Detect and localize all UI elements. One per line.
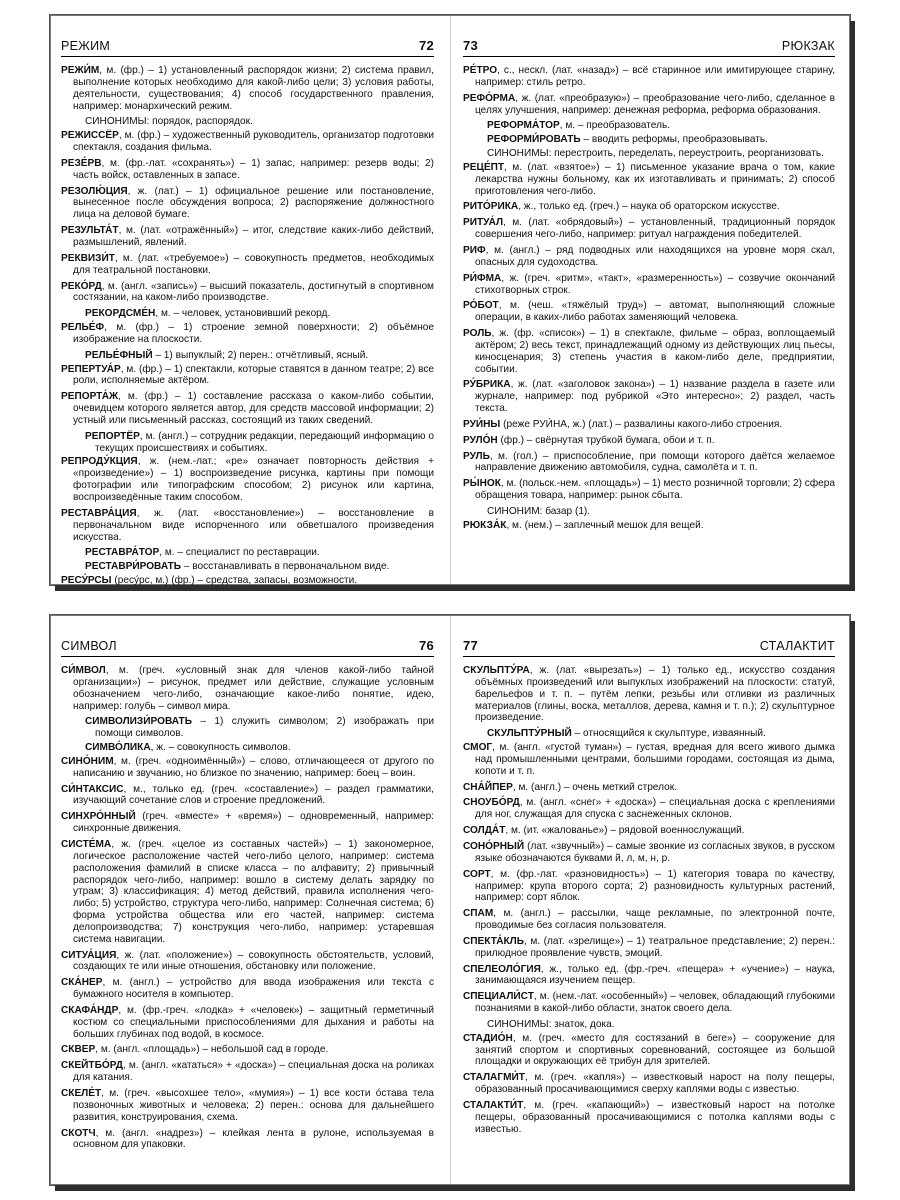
dictionary-entry (61, 1128, 434, 1152)
definition: , м. (нем.-лат. «особенный») – человек, обладающий глубокими познаниями в какой-либо области, знаток своего дела. (475, 991, 835, 1015)
definition: , м. (гол.) – приспособление, при помощи которого даётся желаемое направление движению автомобиля, судна, самолёта и т. п. (475, 450, 835, 474)
definition: , м. (фр.-лат. «сохранять») – 1) запас, например: резерв воды; 2) часть войск, оставленных в запасе. (73, 157, 434, 181)
dictionary-entry (463, 665, 835, 724)
dictionary-entry (463, 1100, 835, 1136)
page-number: 76 (418, 638, 434, 653)
headword: СИМВО́ЛИКА (85, 742, 151, 754)
headword: СТАЛАГМИ́Т (463, 1072, 525, 1084)
dictionary-entry (463, 841, 835, 865)
headword: СИСТЕ́МА (61, 838, 112, 850)
headword: РЕЛЬЕ́ФНЫЙ (85, 349, 153, 361)
headword: СНОУБО́РД (463, 797, 520, 809)
synonyms-line (61, 116, 434, 128)
headword: РЕСТАВРИ́РОВАТЬ (85, 561, 182, 573)
dictionary-entry (463, 65, 835, 89)
definition: , с., нескл. (лат. «назад») – всё старинное или имитирующее старину, например: стиль ретро. (475, 65, 835, 88)
headword: РЕЦЕ́ПТ (463, 161, 504, 173)
dictionary-entry (61, 811, 434, 835)
dictionary-spread-top (50, 15, 850, 585)
sub-entry (61, 308, 434, 320)
definition: СИНОНИМЫ: перестроить, переделать, переустроить, реорганизовать. (487, 148, 824, 160)
definition: , м. (ит. «жалованье») – рядовой военнослужащий. (505, 825, 745, 837)
dictionary-entry (463, 936, 835, 960)
dictionary-entry (463, 964, 835, 988)
dictionary-entry (463, 478, 835, 502)
headword: РЕЖИССЁР (61, 130, 119, 142)
headword: СМОГ (463, 742, 493, 754)
definition: , м. (греч. «одноимённый») – слово, отличающееся от другого по написанию и звучанию, но близкое по значению, например: боец – воин. (73, 755, 434, 779)
headword: РУ́БРИКА (463, 379, 511, 391)
dictionary-entry (61, 575, 434, 587)
definition: , м. (фр.-лат. «разновидность») – 1) категория товара по качеству, например: крупа второго сорта; 2) разновидность культурных растений, например: сорт яблок. (475, 868, 835, 904)
definition: , ж., только ед. (греч.) – наука об ораторском искусстве. (518, 201, 780, 213)
dictionary-entry (61, 130, 434, 154)
headword: РЕЗЕ́РВ (61, 157, 102, 169)
dictionary-entry (61, 784, 434, 808)
dictionary-entry (463, 201, 835, 213)
header-word: РЕЖИМ (61, 39, 111, 53)
dictionary-entry (61, 665, 434, 712)
definition: СИНОНИМ: базар (1). (487, 506, 591, 517)
dictionary-entry (463, 162, 835, 198)
headword: СКЕЛЕ́Т (61, 1088, 102, 1099)
definition: СИНОНИМЫ: знаток, дока. (487, 1018, 615, 1030)
synonyms-line (463, 148, 835, 160)
synonyms-line (463, 506, 835, 518)
headword: СПЕЛЕОЛО́ГИЯ (463, 963, 541, 975)
sub-entry (61, 547, 434, 559)
dictionary-entry (463, 797, 835, 821)
definition: , м. (лат. «обрядовый») – установленный, традиционный порядок совершения чего-либо, например: ритуал награждения победителей. (475, 217, 835, 241)
headword: СКУЛЬПТУ́РНЫЙ (487, 728, 572, 740)
sub-entry (463, 134, 835, 146)
definition: , м. (нем.) – заплечный мешок для вещей. (506, 519, 704, 531)
dictionary-entry (61, 281, 434, 305)
definition: , ж. (лат. «восстановление») – восстановление в первоначальном виде испорченного или обветшалого произведения искусства. (73, 507, 434, 543)
dictionary-entry (61, 158, 434, 182)
running-header (61, 38, 434, 57)
headword: РЕПОРТА́Ж (61, 391, 119, 403)
running-header (463, 638, 835, 657)
sub-entry (61, 431, 434, 455)
headword: РО́БОТ (463, 300, 499, 312)
headword: РУИ́НЫ (463, 418, 501, 430)
dictionary-entry (61, 950, 434, 974)
dictionary-entry (463, 991, 835, 1015)
entry-list (61, 65, 434, 587)
definition: (фр.) – свёрнутая трубкой бумага, обои и т. п. (497, 434, 715, 446)
dictionary-entry (463, 435, 835, 447)
dictionary-entry (61, 456, 434, 503)
definition: , ж. (лат. «вырезать») – 1) только ед., искусство создания объёмных произведений или выпуклых изображений на плоскости: статуй, барельефов и т. п. – путём лепки, резьбы или отливки из различных материалов (глины, воска, металлов, дерева, камня и т. п.); 2) скульптурное произведение. (475, 665, 835, 724)
definition: , ж. (нем.-лат.; «ре» означает повторность действия + «произведение») – 1) воспроизведение рисунка, картины при помощи фотографии или типографским способом; 2) рисунок или картина, воспроизведённые таким способом. (73, 456, 434, 503)
dictionary-entry (463, 419, 835, 431)
headword: РЕСТАВРА́ЦИЯ (61, 507, 137, 519)
definition: , м. (англ.) – рассылки, чаще рекламные, по электронной почте, проводимые без согласия пользователя. (475, 908, 835, 932)
headword: РЕЛЬЕ́Ф (61, 322, 105, 334)
definition: , м. (фр.) – 1) установленный распорядок жизни; 2) система правил, выполнение которых необходимо для какой-либо цели; 3) условия работы, деятельности, существования; 4) способ государственного правления, например: монархический режим. (73, 65, 434, 112)
definition: , м., только ед. (греч. «составление») – раздел грамматики, изучающий сочетание слов и строение предложений. (73, 783, 434, 807)
definition: , м. (фр.) – 1) составление рассказа о каком-либо событии, очевидцем которого является автор, для средств массовой информации; 2) устный или письменный рассказ, состоящий из таких сведений. (73, 391, 434, 426)
page-77 (451, 616, 851, 1184)
headword: РЕЗОЛЮ́ЦИЯ (61, 185, 128, 197)
headword: СТАДИО́Н (463, 1032, 513, 1044)
headword: РЕПРОДУ́КЦИЯ (61, 456, 138, 468)
definition: , м. (фр.) – 1) строение земной поверхности; 2) объёмное изображение на плоскости. (73, 322, 434, 345)
headword: РЫ́НОК (463, 478, 501, 490)
header-word: РЮКЗАК (781, 39, 835, 53)
definition: , м. (англ. «кататься» + «доска») – специальная доска на роликах для катания. (73, 1060, 434, 1084)
headword: СОНО́РНЫЙ (463, 840, 525, 852)
definition: – 1) выпуклый; 2) перен.: отчётливый, ясный. (152, 349, 369, 361)
dictionary-entry (463, 520, 835, 532)
headword: СИТУА́ЦИЯ (61, 949, 117, 961)
headword: РЕКВИЗИ́Т (61, 252, 115, 264)
headword: СКЕЙТБО́РД (61, 1060, 123, 1072)
headword: СКУЛЬПТУ́РА (463, 665, 530, 676)
definition: СИНОНИМЫ: порядок, распорядок. (85, 116, 253, 128)
headword: РИТО́РИКА (463, 201, 519, 213)
definition: , ж. (фр. «список») – 1) в спектакле, фильме – образ, воплощаемый актёром; 2) весь текст, принадлежащий одному из действующих лиц пьесы, киносценария; 3) степень участия в каком-либо деле, предприятии, событии. (475, 328, 835, 375)
dictionary-entry (463, 908, 835, 932)
headword: СОЛДА́Т (463, 825, 506, 837)
definition: , ж. (греч. «целое из составных частей») – 1) закономерное, логическое расположение частей чего-либо целого, например: система расположения фамилий в списке класса – по алфавиту; 2) привычный распорядок чего-либо, например: вошло в систему делать зарядку по утрам; 3) классификация; 4) метод действий, правила исполнения чего-либо; 5) устройство, структура чего-либо, например: Солнечная система; 6) форма устройства общества или его частей, например: система делопроизводства; 7) конструкция чего-либо, например: устаревшая система навигации. (73, 838, 434, 945)
definition: , ж. (лат.) – 1) официальное решение или постановление, вынесенное после обсуждения вопроса; 2) распоряжение должностного лица на деловой бумаге. (73, 185, 434, 221)
page-number: 77 (463, 638, 479, 653)
header-word: СТАЛАКТИТ (759, 639, 835, 653)
dictionary-entry (463, 379, 835, 415)
definition: , м. (греч. «капля») – известковый нарост на полу пещеры, образованный просачивающимися сверху каплями воды с известью. (475, 1072, 835, 1096)
page-number: 73 (463, 38, 479, 53)
headword: СИ́НТАКСИС (61, 783, 124, 795)
sub-entry (61, 716, 434, 740)
definition: , м. – человек, установивший рекорд. (155, 308, 331, 320)
definition: , м. (лат. «взятое») – 1) письменное указание врача о том, какие лекарства нужны больному, как их изготавливать и принимать; 2) способ приготовления чего-либо. (475, 161, 835, 197)
dictionary-entry (463, 273, 835, 297)
definition: , м. (англ.) – очень меткий стрелок. (512, 781, 677, 793)
dictionary-entry (61, 508, 434, 544)
headword: СИМВОЛИЗИ́РОВАТЬ (85, 716, 192, 728)
dictionary-entry (61, 364, 434, 388)
headword: РЕКОРДСМЕ́Н (85, 308, 156, 320)
sub-entry (463, 728, 835, 740)
synonyms-line (463, 1019, 835, 1031)
headword: РЕЗУЛЬТА́Т (61, 225, 119, 237)
headword: СКА́НЕР (61, 977, 103, 989)
dictionary-entry (61, 756, 434, 780)
headword: СИНХРО́ННЫЙ (61, 811, 136, 823)
dictionary-entry (463, 217, 835, 241)
headword: СКОТЧ (61, 1127, 96, 1139)
dictionary-entry (61, 1005, 434, 1041)
headword: РИФ (463, 244, 486, 256)
dictionary-entry (463, 245, 835, 269)
headword: РОЛЬ (463, 328, 492, 340)
dictionary-entry (61, 65, 434, 112)
definition: , ж. (лат. «заголовок закона») – 1) название раздела в газете или журнале, например: под рубрикой «Это интересно»; 2) раздел, часть текста. (475, 379, 835, 415)
headword: СПАМ (463, 908, 494, 920)
headword: РЕФО́РМА (463, 92, 516, 104)
headword: РИ́ФМА (463, 272, 502, 284)
definition: , м. (англ. «снег» + «доска») – специальная доска с креплениями для ног, служащая для спуска с заснеженных склонов. (475, 797, 835, 821)
headword: СНА́ЙПЕР (463, 781, 513, 793)
running-header (463, 38, 835, 57)
headword: РЮКЗА́К (463, 519, 507, 531)
headword: РЕ́ТРО (463, 65, 498, 76)
definition: , ж. (лат. «положение») – совокупность обстоятельств, условий, создающих те или иные отношения, обстановку или положение. (73, 949, 434, 973)
dictionary-entry (463, 300, 835, 324)
dictionary-entry (61, 186, 434, 222)
headword: СКАФА́НДР (61, 1004, 119, 1016)
headword: РИТУА́Л (463, 217, 504, 229)
dictionary-entry (61, 1088, 434, 1124)
definition: , ж. – совокупность символов. (150, 742, 291, 754)
dictionary-entry (463, 742, 835, 778)
definition: , м. – специалист по реставрации. (159, 547, 320, 559)
dictionary-entry (61, 1044, 434, 1056)
headword: РЕФОРМИ́РОВАТЬ (487, 134, 581, 146)
dictionary-entry (61, 1060, 434, 1084)
definition: , ж., только ед. (фр.-греч. «пещера» + «учение») – наука, занимающаяся изучением пещер. (475, 963, 835, 987)
headword: РЕФОРМА́ТОР (487, 120, 560, 132)
definition: , м. (лат. «зрелище») – 1) театральное представление; 2) перен.: прилюдное проявление чувств, эмоций. (475, 935, 835, 959)
definition: , м. (англ.) – ряд подводных или находящихся на уровне моря скал, опасных для судоходства. (475, 244, 835, 268)
definition: – 1) служить символом; 2) изображать при помощи символов. (95, 716, 434, 740)
page-72 (51, 16, 451, 587)
definition: , ж. (лат. «преобразую») – преобразование чего-либо, сделанное в целях улучшения, например: денежная реформа, реформа образования. (475, 92, 835, 116)
definition: , м. (англ. «густой туман») – густая, вредная для всего живого дымка над промышленными центрами, большими городами, состоящая из дыма, копоти и т. п. (475, 742, 835, 777)
entry-list (463, 665, 835, 1136)
headword: РЕСУ́РСЫ (61, 575, 112, 587)
definition: (греч. «вместе» + «время») – одновременный, например: синхронные движения. (73, 811, 434, 835)
definition: , ж. (греч. «ритм», «такт», «размеренность») – созвучие окончаний стихотворных строк. (475, 272, 835, 296)
headword: РУЛЬ (463, 450, 490, 462)
dictionary-entry (463, 1033, 835, 1069)
headword: РУЛО́Н (463, 434, 498, 446)
definition: , м. (греч. «высохшее тело», «мумия») – 1) все кости о́става тела позвоночных животных и человека; 2) перен.: основа для дальнейшего развития, конструирования, схема. (73, 1088, 434, 1123)
dictionary-entry (61, 391, 434, 427)
sub-entry (61, 742, 434, 754)
definition: , м. – преобразователь. (559, 120, 671, 132)
dictionary-entry (463, 1072, 835, 1096)
dictionary-entry (61, 253, 434, 277)
definition: , м. (англ. «площадь») – небольшой сад в городе. (95, 1044, 329, 1056)
headword: РЕКО́РД (61, 280, 102, 292)
definition: (лат. «звучный») – самые звонкие из согласных звуков, в русском языке обозначаются буквами й, л, м, н, р. (475, 840, 835, 864)
headword: СКВЕР (61, 1044, 96, 1056)
dictionary-entry (463, 93, 835, 117)
definition: , м. (чеш. «тяжёлый труд») – автомат, выполняющий сложные операции, в каких-либо работах заменяющий человека. (475, 300, 835, 324)
sub-entry (463, 120, 835, 132)
sub-entry (61, 561, 434, 573)
definition: – восстанавливать в первоначальном виде. (181, 561, 390, 573)
headword: СПЕЦИАЛИ́СТ (463, 991, 534, 1003)
dictionary-entry (463, 825, 835, 837)
definition: , м. (англ.) – сотрудник редакции, передающий информацию о текущих происшествиях и событиях. (95, 430, 434, 454)
headword: РЕПЕРТУА́Р (61, 363, 121, 375)
entry-list (61, 665, 434, 1151)
headword: СПЕКТА́КЛЬ (463, 935, 525, 947)
page-73 (451, 16, 851, 584)
sub-entry (61, 350, 434, 362)
definition: , м. (греч. «условный знак для членов какой-либо тайной организации») – рисунок, предмет или действие, служащие условным обозначением чего-либо, означающие какое-либо понятие, идею, например: голубь – символ мира. (73, 665, 434, 712)
headword: РЕЖИ́М (61, 65, 100, 76)
dictionary-spread-bottom (50, 615, 850, 1185)
headword: СТАЛАКТИ́Т (463, 1100, 524, 1111)
definition: , м. (греч. «место для состязаний в беге») – сооружение для занятий спортом и спортивных соревнований, состоящее из большой площадки и окружающих её трибун для зрителей. (475, 1032, 835, 1068)
dictionary-entry (463, 782, 835, 794)
dictionary-entry (61, 839, 434, 946)
definition: , м. (англ. «запись») – высший показатель, достигнутый в спортивном состязании, на каком-либо производстве. (73, 280, 434, 304)
headword: СОРТ (463, 868, 491, 880)
dictionary-entry (61, 225, 434, 249)
headword: СИНО́НИМ (61, 755, 114, 767)
dictionary-entry (463, 328, 835, 375)
definition: – относящийся к скульптуре, изваянный. (571, 728, 766, 740)
definition: , м. (греч. «капающий») – известковый нарост на потолке пещеры, образованный просачивающимися с потолка каплями воды с известью. (475, 1100, 835, 1135)
dictionary-entry (61, 977, 434, 1001)
headword: РЕПОРТЁР (85, 430, 140, 442)
definition: , м. (польск.-нем. «площадь») – 1) место розничной торговли; 2) сфера обращения товара, например: рынок сбыта. (475, 478, 835, 502)
entry-list (463, 65, 835, 532)
definition: , м. (фр.) – художественный руководитель, организатор подготовки спектакля, создания фильма. (73, 130, 434, 154)
page-number: 72 (418, 38, 434, 53)
definition: – вводить реформы, преобразовывать. (580, 134, 768, 146)
dictionary-entry (463, 451, 835, 475)
dictionary-entry (463, 869, 835, 905)
headword: РЕСТАВРА́ТОР (85, 547, 160, 559)
definition: (реже РУИ́НА, ж.) (лат.) – развалины какого-либо строения. (500, 418, 783, 430)
definition: , м. (фр.) – 1) спектакли, которые ставятся в данном театре; 2) все роли, исполняемые актёром. (73, 363, 434, 387)
definition: , м. (англ.) – устройство для ввода изображения или текста с бумажного носителя в компьютер. (73, 977, 434, 1001)
definition: , м. (англ. «надрез») – клейкая лента в рулоне, используемая в основном для упаковки. (73, 1127, 434, 1151)
dictionary-entry (61, 322, 434, 346)
definition: , м. (лат. «отражённый») – итог, следствие каких-либо действий, размышлений, явлений. (73, 225, 434, 248)
page-76 (51, 616, 451, 1184)
header-word: СИМВОЛ (61, 639, 117, 653)
definition: , м. (фр.-греч. «лодка» + «человек») – защитный герметичный костюм со специальными приспособлениями для дыхания и работы на больших глубинах под водой, в космосе. (73, 1004, 434, 1040)
definition: , м. (лат. «требуемое») – совокупность предметов, необходимых для театральной постановки. (73, 252, 434, 276)
headword: СИ́МВОЛ (61, 665, 106, 676)
definition: (ресу́рс, м.) (фр.) – средства, запасы, возможности. (111, 575, 358, 587)
running-header (61, 638, 434, 657)
